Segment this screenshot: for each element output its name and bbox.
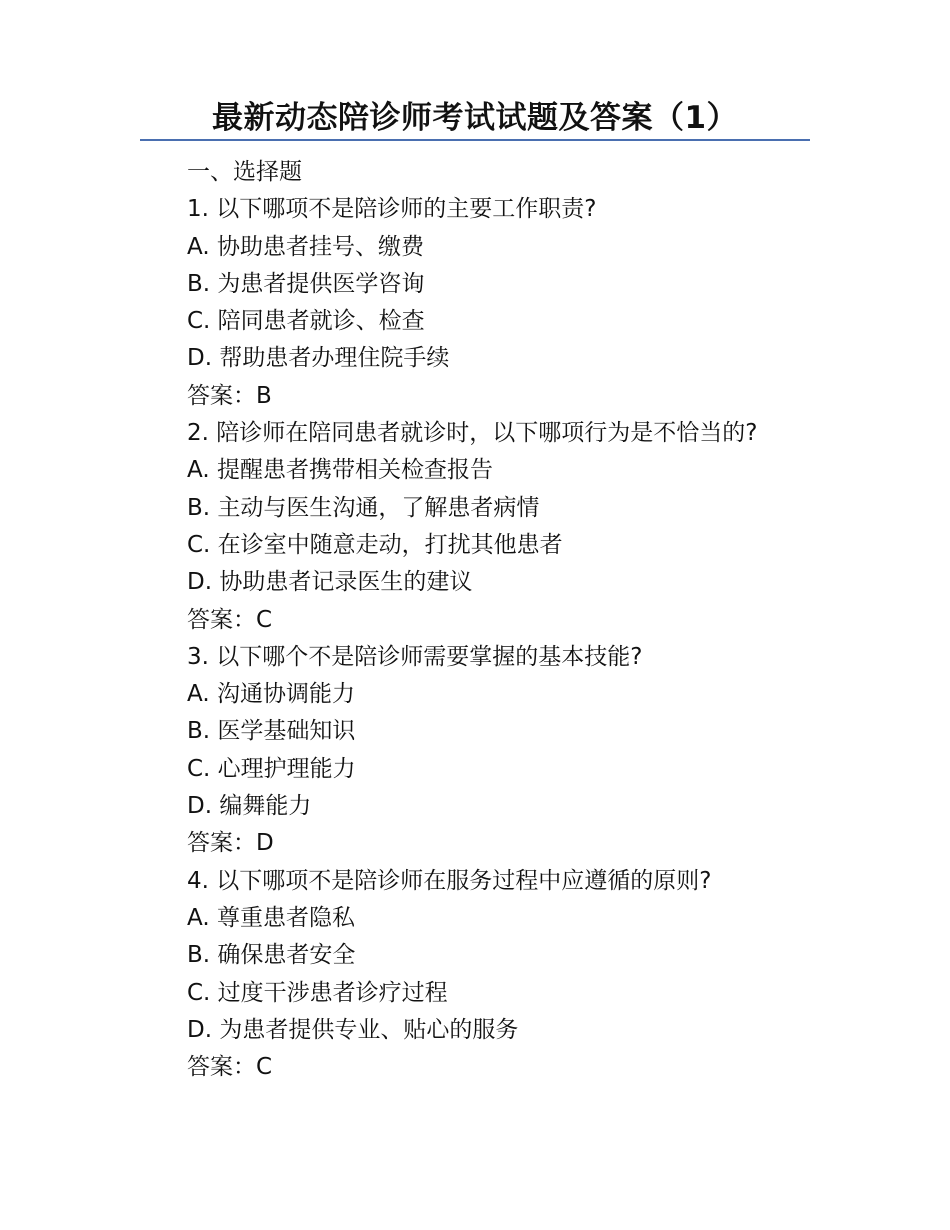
answer-text: 答案：C (187, 606, 273, 633)
option-b: B. 主动与医生沟通，了解患者病情 (187, 494, 540, 521)
option-d: D. 帮助患者办理住院手续 (187, 345, 450, 372)
document-body (187, 154, 827, 1086)
option-b: B. 确保患者安全 (187, 942, 356, 969)
option-c: C. 心理护理能力 (187, 755, 356, 782)
question-block-3 (187, 639, 827, 863)
question-text: 4. 以下哪项不是陪诊师在服务过程中应遵循的原则? (187, 867, 712, 894)
option-c: C. 在诊室中随意走动，打扰其他患者 (187, 531, 563, 558)
question-text: 2. 陪诊师在陪同患者就诊时，以下哪项行为是不恰当的? (187, 420, 758, 447)
option-d: D. 编舞能力 (187, 793, 312, 820)
option-d: D. 协助患者记录医生的建议 (187, 569, 473, 596)
answer-text: 答案：D (187, 830, 274, 857)
option-a: A. 沟通协调能力 (187, 681, 355, 708)
question-text: 3. 以下哪个不是陪诊师需要掌握的基本技能? (187, 643, 643, 670)
option-a: A. 协助患者挂号、缴费 (187, 233, 424, 260)
answer-text: 答案：C (187, 1054, 273, 1081)
option-c: C. 过度干涉患者诊疗过程 (187, 979, 448, 1006)
question-text: 1. 以下哪项不是陪诊师的主要工作职责? (187, 196, 597, 223)
option-a: A. 提醒患者携带相关检查报告 (187, 457, 493, 484)
question-block-1 (187, 191, 827, 415)
option-b: B. 医学基础知识 (187, 718, 356, 745)
option-b: B. 为患者提供医学咨询 (187, 270, 425, 297)
question-block-4 (187, 863, 827, 1087)
question-block-2 (187, 415, 827, 639)
answer-text: 答案：B (187, 382, 272, 409)
option-d: D. 为患者提供专业、贴心的服务 (187, 1016, 519, 1043)
section-heading: 一、选择题 (187, 159, 302, 185)
option-c: C. 陪同患者就诊、检查 (187, 308, 425, 335)
option-a: A. 尊重患者隐私 (187, 904, 355, 931)
title-underline (140, 139, 810, 141)
document-title: 最新动态陪诊师考试试题及答案（1） (211, 100, 739, 136)
